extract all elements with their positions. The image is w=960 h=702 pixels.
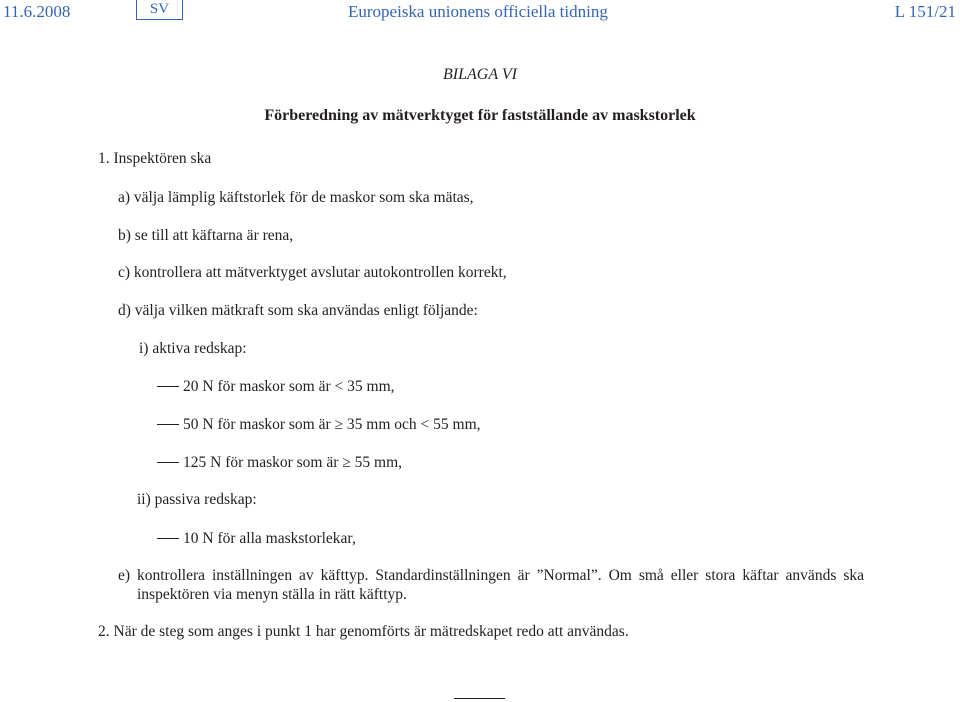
list-item: 20 N för maskor som är < 35 mm, <box>157 378 395 396</box>
list-item: 50 N för maskor som är ≥ 35 mm och < 55 mm, <box>157 416 481 434</box>
item-1e-label: e) <box>118 567 131 584</box>
dash-bullet <box>157 538 179 539</box>
item-1e-text: kontrollera inställningen av käfttyp. Standardinställningen är ”Normal”. Om små eller stora käftar används ska inspektören via menyn ställa in rätt käfttyp. <box>137 567 864 603</box>
page-header <box>0 2 960 26</box>
item-1d-ii: ii) passiva redskap: <box>137 491 257 508</box>
language-badge: SV <box>136 0 183 20</box>
list-item: 125 N för maskor som är ≥ 55 mm, <box>157 454 402 472</box>
item-1b: b) se till att käftarna är rena, <box>118 227 294 244</box>
item-1e <box>118 566 864 604</box>
item-1a: a) välja lämplig käftstorlek för de maskor som ska mätas, <box>118 189 474 206</box>
journal-title: Europeiska unionens officiella tidning <box>348 2 608 21</box>
item-1c: c) kontrollera att mätverktyget avslutar autokontrollen korrekt, <box>118 264 507 281</box>
document-title: Förberedning av mätverktyget för fastställande av maskstorlek <box>264 107 696 124</box>
dash-bullet <box>157 424 179 425</box>
item-1-heading: 1. Inspektören ska <box>98 150 212 167</box>
dash-bullet <box>157 462 179 463</box>
item-1d: d) välja vilken mätkraft som ska användas enligt följande: <box>118 302 478 319</box>
item-2: 2. När de steg som anges i punkt 1 har genomförts är mätredskapet redo att användas. <box>98 623 629 640</box>
dash-bullet <box>157 386 179 387</box>
list-item: 10 N för alla maskstorlekar, <box>157 530 356 548</box>
item-1d-i: i) aktiva redskap: <box>139 340 247 357</box>
end-rule <box>454 698 505 699</box>
annex-label: BILAGA VI <box>443 66 517 83</box>
page-reference: L 151/21 <box>894 2 956 21</box>
header-date: 11.6.2008 <box>3 2 71 21</box>
